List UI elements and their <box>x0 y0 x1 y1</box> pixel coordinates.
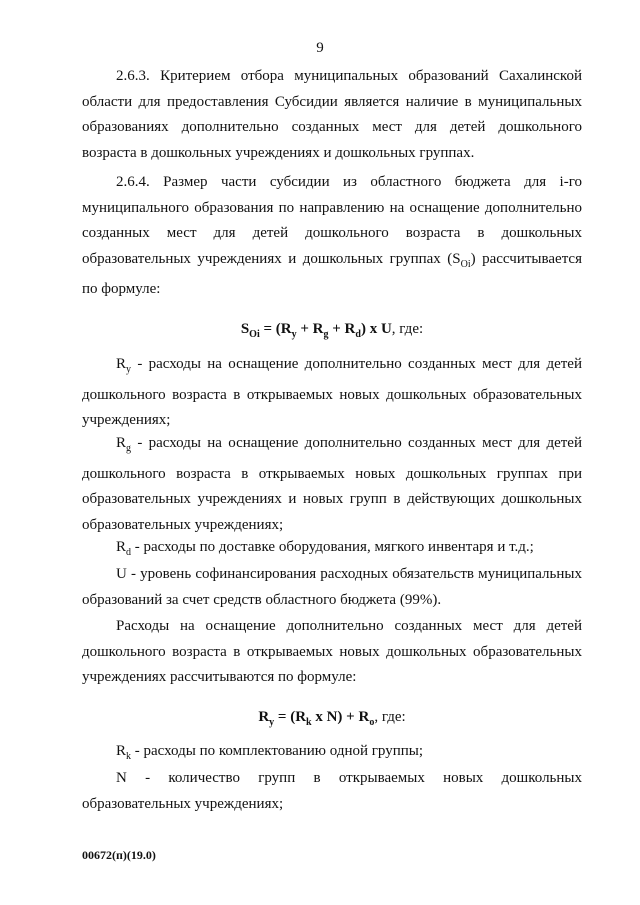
definition-text: - расходы на оснащение дополнительно созданных мест для детей дошкольного возраста в открываемых новых дошкольных образовательных учреждениях; <box>82 356 582 428</box>
paragraph-2-6-3: 2.6.3. Критерием отбора муниципальных образований Сахалинской области для предоставления Субсидии является наличие в муниципальных образованиях дополнительно созданных мест для детей дошкольного возраста в дошкольных учреждениях и дошкольных группах. <box>82 68 582 161</box>
formula-term: x N) + R <box>311 709 370 725</box>
subscript-oi: Oi <box>460 258 471 270</box>
formula-term: ) x U <box>360 321 392 337</box>
formula-term: = (R <box>259 321 292 337</box>
definition-text: - расходы по комплектованию одной группы; <box>131 743 424 759</box>
formula-soi <box>82 318 582 346</box>
formula-subscript: y <box>269 717 275 728</box>
paragraph-2-6-4 <box>82 170 582 303</box>
definition-rk <box>82 739 582 770</box>
formula-subscript: d <box>355 329 361 340</box>
definition-subscript: y <box>126 364 132 375</box>
definition-rd <box>82 535 582 566</box>
formula-where: , где: <box>391 321 424 337</box>
definition-rg <box>82 431 582 538</box>
formula-subscript: y <box>291 329 297 340</box>
definition-u: U - уровень софинансирования расходных обязательств муниципальных образований за счет средств областного бюджета (99%). <box>82 566 582 608</box>
paragraph-2-6-4-text: 2.6.4. Размер части субсидии из областного бюджета для i-го муниципального образования по направлению на оснащение дополнительно созданных мест для детей дошкольного возраста в дошкольных образовательных учреждениях и дошкольных группах (S <box>82 174 582 267</box>
definition-symbol: R <box>116 435 127 451</box>
paragraph-calculation: Расходы на оснащение дополнительно созданных мест для детей дошкольного возраста в открываемых новых дошкольных образовательных учреждениях рассчитываются по формуле: <box>82 618 582 685</box>
page-number: 9 <box>316 40 324 56</box>
formula-subscript: o <box>369 717 375 728</box>
definition-subscript: d <box>126 547 132 558</box>
definition-text: - расходы на оснащение дополнительно созданных мест для детей дошкольного возраста в открываемых новых дошкольных группах при образовательных учреждениях и новых групп в действующих дошкольных образовательных учреждениях; <box>82 435 582 533</box>
formula-term: S <box>240 321 250 337</box>
definition-symbol: R <box>116 743 127 759</box>
definition-text: - расходы по доставке оборудования, мягкого инвентаря и т.д.; <box>131 539 534 555</box>
formula-subscript: Oi <box>249 329 260 340</box>
formula-term: + R <box>296 321 324 337</box>
formula-subscript: g <box>323 329 329 340</box>
formula-term: + R <box>328 321 356 337</box>
formula-ry <box>82 706 582 734</box>
definition-symbol: R <box>116 539 127 555</box>
document-code: 00672(п)(19.0) <box>82 848 156 862</box>
formula-subscript: k <box>306 717 312 728</box>
paragraph-2-6-4-tail: ) рассчитывается по формуле: <box>82 250 582 297</box>
formula-term: = (R <box>274 709 307 725</box>
definition-subscript: g <box>126 443 132 454</box>
formula-term: R <box>258 709 270 725</box>
definition-ry <box>82 352 582 434</box>
definition-subscript: k <box>126 751 132 762</box>
definition-symbol: R <box>116 356 127 372</box>
definition-n: N - количество групп в открываемых новых дошкольных образовательных учреждениях; <box>82 770 582 812</box>
formula-where: , где: <box>374 709 406 725</box>
